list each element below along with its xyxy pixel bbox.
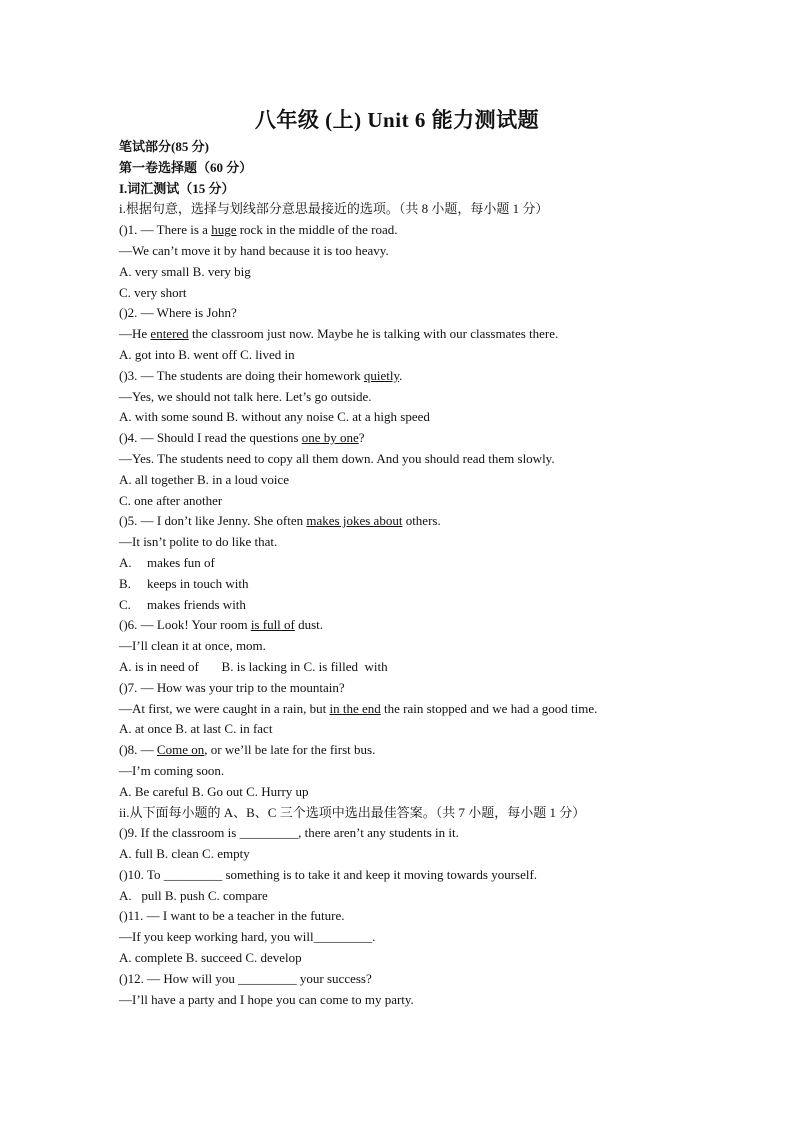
question-11-options: A. complete B. succeed C. develop bbox=[119, 950, 302, 966]
page-title: 八年级 (上) Unit 6 能力测试题 bbox=[254, 108, 540, 132]
question-12: ()12. — How will you _________ your success? bbox=[119, 970, 372, 986]
underlined-word: quietly bbox=[363, 367, 400, 383]
question-2-options: A. got into B. went off C. lived in bbox=[119, 346, 295, 362]
underlined-word: one by one bbox=[301, 430, 359, 446]
question-10-options: A. pull B. push C. compare bbox=[119, 887, 268, 903]
question-5-reply: —It isn’t polite to do like that. bbox=[119, 534, 278, 550]
question-8: ()8. — Come on, or we’ll be late for the first bus. bbox=[119, 742, 376, 758]
question-2-reply: —He entered the classroom just now. Maybe he is talking with our classmates there. bbox=[119, 326, 559, 342]
question-6-options: A. is in need of B. is lacking in C. is filled with bbox=[119, 658, 388, 674]
question-5-option-b: B. keeps in touch with bbox=[119, 575, 249, 591]
question-1: ()1. — There is a huge rock in the middle of the road. bbox=[119, 222, 398, 238]
question-8-options: A. Be careful B. Go out C. Hurry up bbox=[119, 783, 309, 799]
question-6-reply: —I’ll clean it at once, mom. bbox=[119, 638, 266, 654]
question-11-reply: —If you keep working hard, you will_________. bbox=[119, 929, 376, 945]
part-ii-instructions: ii.从下面每小题的 A、B、C 三个选项中选出最佳答案。（共 7 小题，每小题 1 分） bbox=[119, 804, 586, 820]
question-7-reply: —At first, we were caught in a rain, but in the end the rain stopped and we had a good time. bbox=[119, 700, 598, 716]
question-3-options: A. with some sound B. without any noise C. at a high speed bbox=[119, 409, 430, 425]
question-1-options: A. very small B. very big bbox=[119, 263, 251, 279]
document-body bbox=[119, 137, 679, 1010]
question-4-reply: —Yes. The students need to copy all them down. And you should read them slowly. bbox=[119, 450, 555, 466]
underlined-word: huge bbox=[211, 222, 237, 238]
question-6: ()6. — Look! Your room is full of dust. bbox=[119, 617, 324, 633]
question-1-reply: —We can’t move it by hand because it is too heavy. bbox=[119, 242, 389, 258]
question-9: ()9. If the classroom is _________, there aren’t any students in it. bbox=[119, 825, 459, 841]
underlined-word: entered bbox=[150, 326, 189, 342]
question-7-options: A. at once B. at last C. in fact bbox=[119, 721, 273, 737]
question-4-options: A. all together B. in a loud voice bbox=[119, 471, 290, 487]
question-12-reply: —I’ll have a party and I hope you can come to my party. bbox=[119, 991, 414, 1007]
underlined-word: Come on bbox=[156, 742, 205, 758]
question-9-options: A. full B. clean C. empty bbox=[119, 846, 250, 862]
question-10: ()10. To _________ something is to take it and keep it moving towards yourself. bbox=[119, 866, 538, 882]
question-5-option-a: A. makes fun of bbox=[119, 554, 215, 570]
underlined-word: is full of bbox=[250, 617, 295, 633]
question-7: ()7. — How was your trip to the mountain? bbox=[119, 679, 345, 695]
section-heading-volume1: 第一卷选择题（60 分） bbox=[119, 159, 253, 175]
section-heading-vocabulary: I.词汇测试（15 分） bbox=[119, 180, 235, 196]
question-4: ()4. — Should I read the questions one by one? bbox=[119, 430, 365, 446]
underlined-word: in the end bbox=[329, 700, 381, 716]
question-8-reply: —I’m coming soon. bbox=[119, 762, 225, 778]
section-heading-written: 笔试部分(85 分) bbox=[119, 139, 209, 154]
question-3-reply: —Yes, we should not talk here. Let’s go outside. bbox=[119, 388, 372, 404]
question-5-option-c: C. makes friends with bbox=[119, 596, 246, 612]
question-5: ()5. — I don’t like Jenny. She often makes jokes about others. bbox=[119, 513, 441, 529]
part-i-instructions: i.根据句意，选择与划线部分意思最接近的选项。（共 8 小题，每小题 1 分） bbox=[119, 201, 549, 217]
question-11: ()11. — I want to be a teacher in the future. bbox=[119, 908, 345, 924]
question-2: ()2. — Where is John? bbox=[119, 305, 237, 321]
underlined-word: makes jokes about bbox=[306, 513, 403, 529]
question-1-options: C. very short bbox=[119, 284, 187, 300]
question-3: ()3. — The students are doing their homework quietly. bbox=[119, 367, 403, 383]
question-4-options: C. one after another bbox=[119, 492, 223, 508]
